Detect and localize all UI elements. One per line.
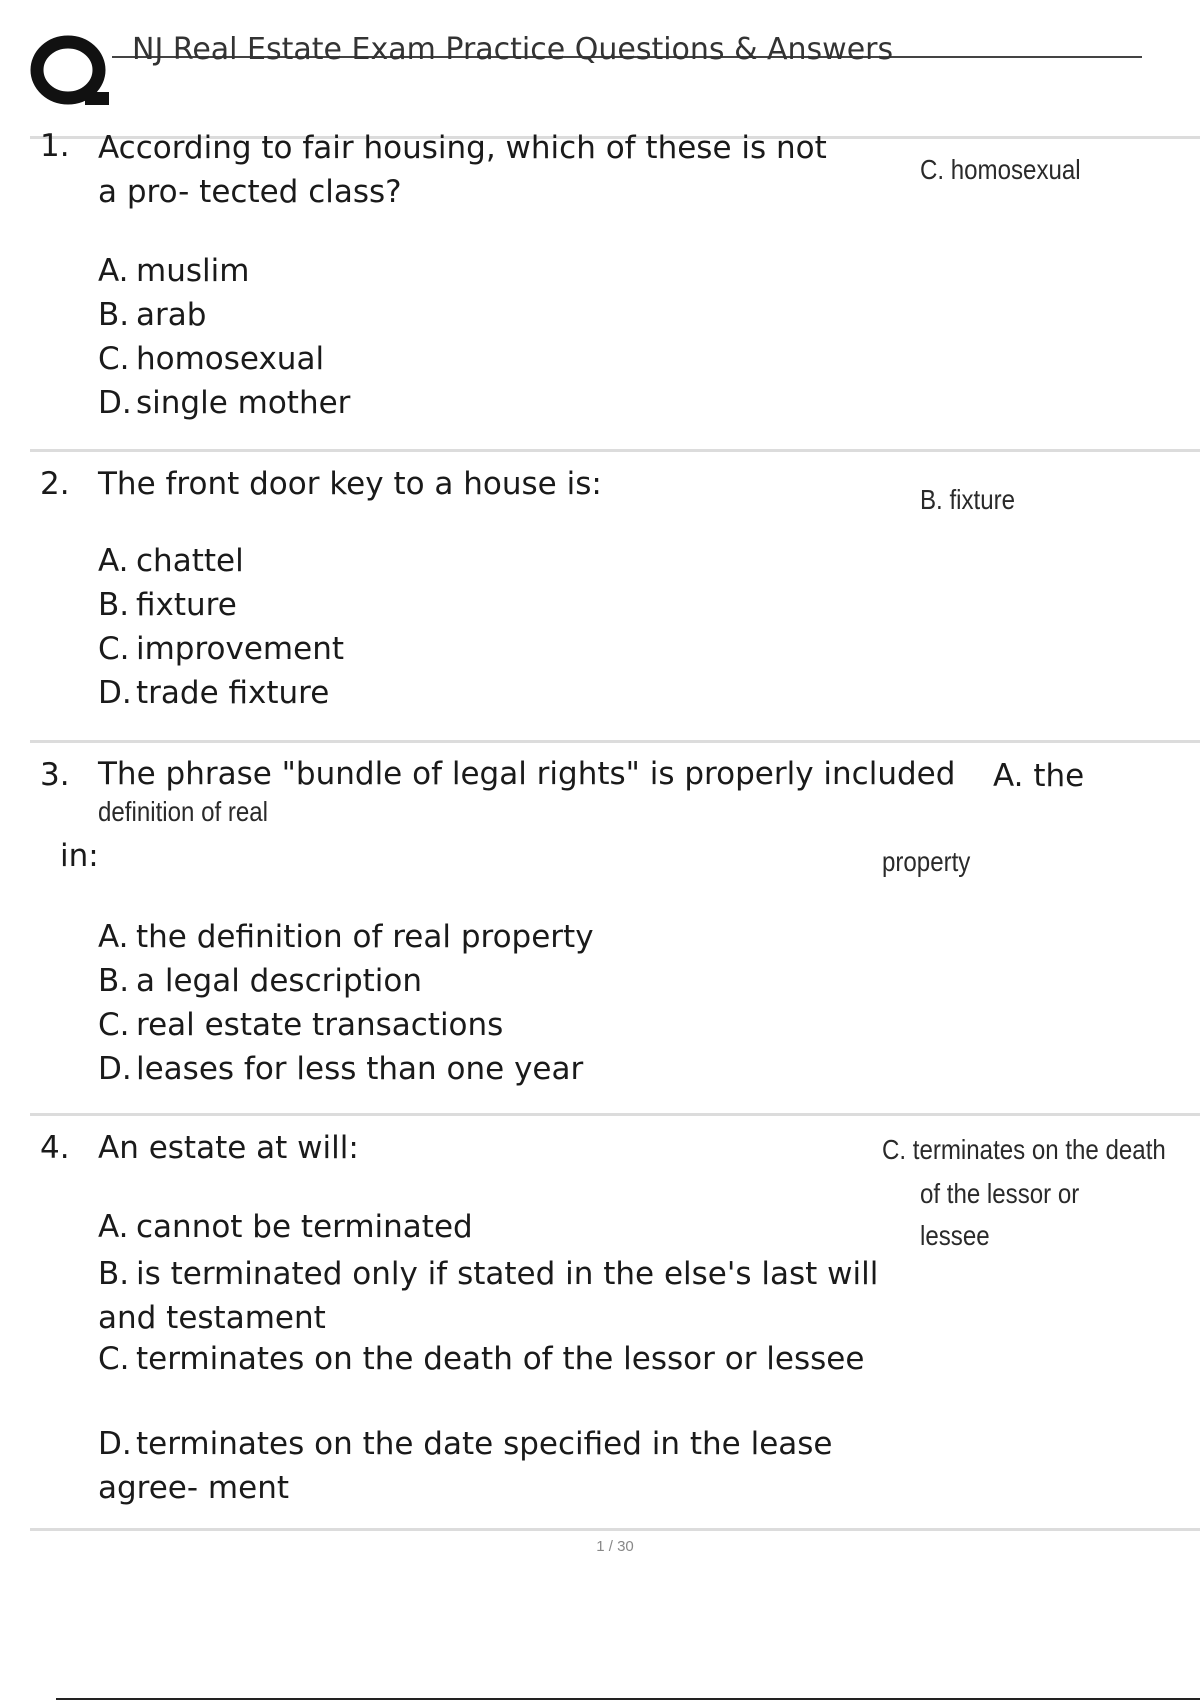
answer-option-c: C. improvement [98, 631, 345, 667]
answer-option-b: B. arab [98, 297, 207, 333]
answer-option-c: C. terminates on the death of the lessor or lessee [98, 1341, 865, 1377]
correct-answer-continued: definition of real [98, 796, 269, 827]
question-text-line: in: [60, 838, 99, 874]
question-text-line: The front door key to a house is: [98, 466, 602, 502]
correct-answer: C. homosexual [920, 154, 1081, 185]
correct-answer: B. fixture [920, 484, 1016, 515]
divider [30, 1113, 1200, 1116]
answer-option-d: D. leases for less than one year [98, 1051, 584, 1087]
answer-option-a: A. cannot be terminated [98, 1209, 473, 1245]
answer-option-b: B. fixture [98, 587, 237, 623]
question-text-line: a pro- tected class? [98, 174, 402, 210]
answer-option-b: B. is terminated only if stated in the else's last will and testament [98, 1256, 879, 1336]
divider [30, 740, 1200, 743]
quizlet-q-logo-icon [30, 32, 112, 110]
question-number: 1. [40, 128, 70, 164]
question-text-line: According to fair housing, which of these is not [98, 130, 827, 166]
answer-option-a: A. muslim [98, 253, 250, 289]
answer-option-d: D. terminates on the date specified in the lease agree- ment [98, 1426, 833, 1506]
page-number: 1 / 30 [596, 1538, 634, 1555]
correct-answer-continued: property [882, 846, 971, 877]
correct-answer-line: C. terminates on the death [882, 1134, 1166, 1165]
correct-answer-start: A. the [993, 758, 1085, 794]
question-number: 4. [40, 1130, 70, 1166]
question-text-line: The phrase "bundle of legal rights" is properly included [98, 756, 956, 792]
question-number: 2. [40, 466, 70, 502]
answer-option-d: D. single mother [98, 385, 351, 421]
answer-option-a: A. the definition of real property [98, 919, 594, 955]
answer-option-c: C. homosexual [98, 341, 325, 377]
question-text-line: An estate at will: [98, 1130, 359, 1166]
question-number: 3. [40, 757, 70, 793]
divider [30, 1528, 1200, 1531]
answer-option-b: B. a legal description [98, 963, 423, 999]
answer-option-c: C. real estate transactions [98, 1007, 504, 1043]
correct-answer-line: of the lessor or [920, 1178, 1080, 1209]
document-title: NJ Real Estate Exam Practice Questions & Answers [132, 32, 894, 67]
divider [30, 449, 1200, 452]
answer-option-d: D. trade fixture [98, 675, 330, 711]
correct-answer-line: lessee [920, 1220, 990, 1251]
answer-option-a: A. chattel [98, 543, 244, 579]
